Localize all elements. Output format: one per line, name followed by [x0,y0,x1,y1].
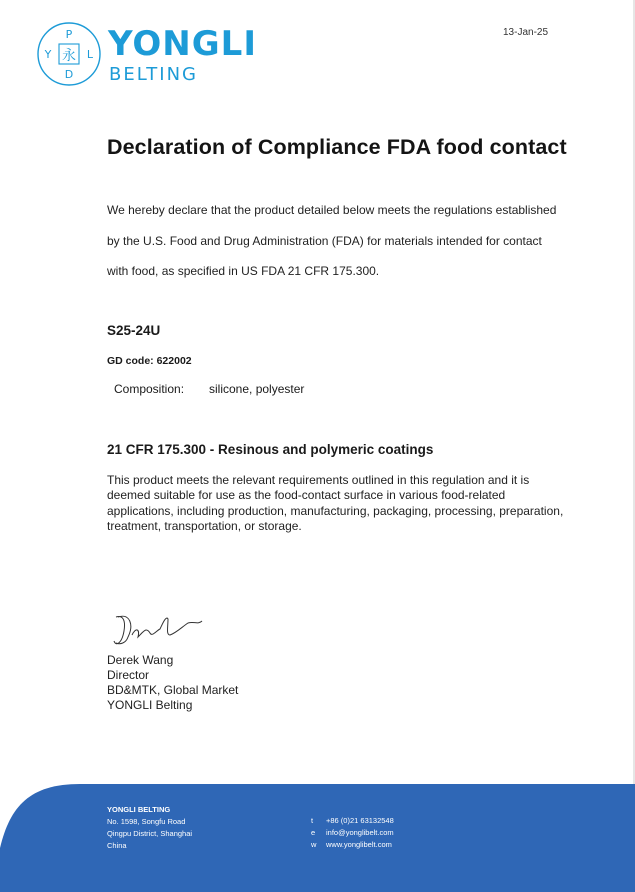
footer-band [0,778,635,892]
footer-address-line: Qingpu District, Shanghai [107,829,193,838]
intro-line: by the U.S. Food and Drug Administration (FDA) for materials intended for contact [107,234,542,248]
footer-address-line: China [107,841,127,850]
composition-label: Composition: [114,382,185,396]
footer-contact-key: e [311,828,316,837]
footer-website-link[interactable]: www.yonglibelt.com [326,840,392,849]
document-title: Declaration of Compliance FDA food contact [107,135,567,159]
signer-company: YONGLI Belting [107,698,193,712]
footer-email-link[interactable]: info@yonglibelt.com [326,828,394,837]
svg-text:L: L [86,48,94,61]
svg-text:Y: Y [44,48,52,61]
footer-contact-key: w [311,840,317,849]
product-name: S25-24U [107,323,161,338]
logo-wordmark: YONGLI [108,24,257,64]
footer-contact-key: t [311,816,314,825]
regulation-heading: 21 CFR 175.300 - Resinous and polymeric coatings [107,442,434,457]
document-date: 13-Jan-25 [503,27,549,38]
signature-image [110,605,210,650]
regulation-text: This product meets the relevant requirements outlined in this regulation and it is deemed suitable for use as the food-contact surface in various food-related applications, including production, manufacturing, packaging, processing, preparation, treatment, transportation, or storage. [107,473,564,533]
yongli-logo [36,21,286,87]
intro-line: with food, as specified in US FDA 21 CFR 175.300. [107,264,380,278]
signer-department: BD&MTK, Global Market [107,683,239,697]
logo-center-char: 永 [62,48,76,64]
footer-phone[interactable]: +86 (0)21 63132548 [326,816,394,825]
svg-text:D: D [64,68,74,81]
composition-value: silicone, polyester [209,382,305,396]
footer-address-line: No. 1598, Songfu Road [107,817,186,826]
intro-line: We hereby declare that the product detailed below meets the regulations established [107,203,557,217]
signer-name: Derek Wang [107,653,174,667]
svg-text:P: P [65,28,73,41]
gd-code: GD code: 622002 [107,355,192,367]
signer-title: Director [107,668,150,682]
logo-subtitle: BELTING [109,64,198,85]
footer-company: YONGLI BELTING [107,805,171,814]
